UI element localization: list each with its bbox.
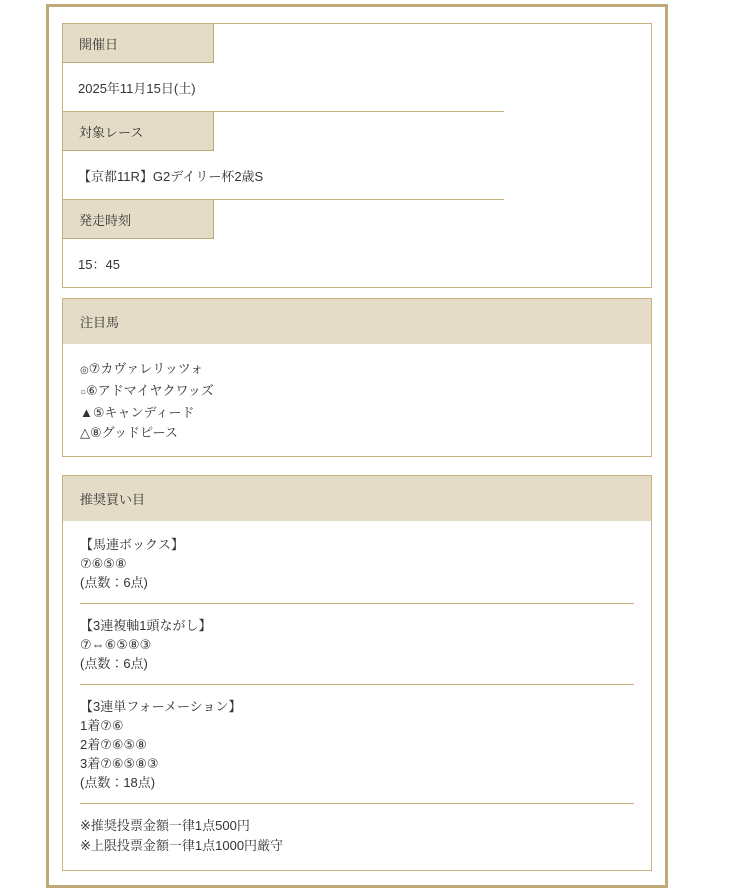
bet-group-sanrentan-formation (80, 697, 634, 792)
renka-mark: △ (80, 425, 90, 440)
featured-horses-list (63, 344, 651, 456)
info-label-race: 対象レース (63, 112, 214, 151)
section-divider (80, 684, 634, 685)
bet-group-title: 【3連単フォーメーション】 (80, 699, 242, 714)
bet-points: (点数：6点) (80, 656, 148, 671)
horse-pick-label: ⑦カヴァレリッツォ (88, 361, 204, 376)
betting-notes (80, 816, 634, 856)
bet-group-title: 【3連複軸1頭ながし】 (80, 618, 212, 633)
bet-line: 3着⑦⑥⑤⑧③ (80, 756, 159, 771)
bet-points: (点数：18点) (80, 775, 156, 790)
race-info-card (62, 23, 652, 288)
featured-horses-header: 注目馬 (63, 299, 651, 344)
tanana-mark: ▲ (80, 405, 93, 420)
info-value-date: 2025年11月15日(土) (63, 63, 504, 112)
section-divider (80, 803, 634, 804)
horse-pick-item (80, 359, 634, 381)
race-info-row-race (63, 112, 651, 200)
bet-group-umaren-box (80, 535, 634, 592)
race-info-row-start-time (63, 200, 651, 287)
recommended-bets-header: 推奨買い目 (63, 476, 651, 521)
horse-pick-label: ⑥アドマイヤクワッズ (86, 383, 214, 398)
horse-pick-item (80, 381, 634, 403)
info-label-start-time: 発走時刻 (63, 200, 214, 239)
horse-pick-label: ⑤キャンディード (92, 405, 195, 420)
bet-line: 2着⑦⑥⑤⑧ (80, 737, 147, 752)
honmei-mark: ◎ (80, 365, 89, 376)
horse-pick-item (80, 423, 634, 443)
bet-line: 1着⑦⑥ (80, 718, 124, 733)
bet-group-title: 【馬連ボックス】 (80, 537, 184, 552)
bet-line: ⑦⑥⑤⑧ (80, 556, 127, 571)
note-recommended-amount: ※推奨投票金額一律1点500円 (80, 818, 250, 833)
note-max-amount: ※上限投票金額一律1点1000円厳守 (80, 838, 284, 853)
race-info-row-date (63, 24, 651, 112)
info-value-start-time: 15：45 (78, 257, 120, 272)
horse-pick-label: ⑧グッドピース (90, 425, 178, 440)
info-value-race: 【京都11R】G2デイリー杯2歳S (63, 151, 504, 200)
recommended-bets-body (63, 521, 651, 870)
taikou-mark: ○ (80, 387, 87, 398)
featured-horses-card (62, 298, 652, 457)
bet-points: (点数：6点) (80, 575, 148, 590)
bet-line: ⑦⇔⑥⑤⑧③ (80, 637, 152, 652)
info-label-date: 開催日 (63, 24, 214, 63)
horse-pick-item (80, 403, 634, 423)
bet-group-sanrenpuku-nagashi (80, 616, 634, 673)
page-frame (46, 4, 668, 888)
recommended-bets-card (62, 475, 652, 871)
section-divider (80, 603, 634, 604)
